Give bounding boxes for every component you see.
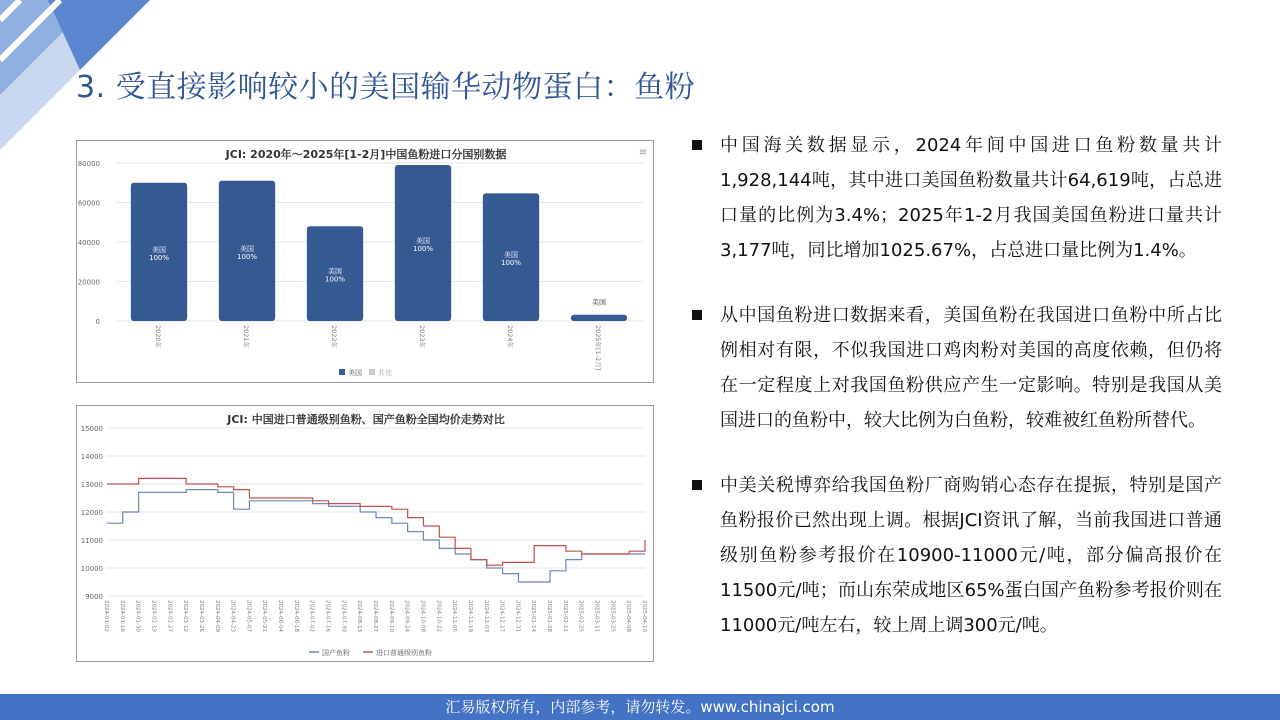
x-tick-label: 2024-08-13 (356, 600, 363, 632)
x-tick-label: 2024-01-02 (103, 600, 109, 632)
x-tick-label: 2024-04-09 (213, 600, 220, 632)
price-trend-chart (76, 405, 654, 662)
bar-chart-svg (77, 141, 655, 384)
line-chart-svg (77, 406, 655, 663)
x-tick-label: 2024-02-27 (166, 600, 173, 632)
data-label: 美国 (328, 267, 342, 276)
legend-label: 进口普通级别鱼粉 (376, 649, 432, 657)
data-label: 美国 (416, 236, 430, 245)
x-tick-label: 2024-07-16 (324, 600, 331, 632)
x-tick-label: 2024-08-27 (372, 600, 378, 632)
x-tick-label: 2024-05-21 (261, 600, 268, 632)
bullet-item (690, 128, 1222, 268)
square-bullet-icon (692, 480, 702, 490)
x-tick-label: 2024-02-13 (150, 600, 157, 632)
data-label: 美国 (504, 251, 518, 260)
x-tick-label: 2024年 (506, 325, 514, 349)
data-label: 美国 (592, 298, 606, 307)
x-tick-label: 2024-10-08 (419, 600, 426, 632)
data-label: 美国 (240, 244, 254, 253)
bullet-item (690, 468, 1222, 643)
x-tick-label: 2024-07-02 (308, 600, 315, 632)
square-bullet-icon (692, 310, 702, 320)
x-tick-label: 2025-04-10 (641, 600, 647, 632)
x-tick-label: 2025年[1-2月] (594, 325, 602, 371)
y-tick-label: 80000 (77, 160, 100, 168)
data-label-percent: 100% (148, 253, 170, 262)
data-label-percent: 100% (324, 275, 346, 284)
data-label-percent: 100% (412, 244, 434, 253)
y-tick-label: 20000 (77, 278, 100, 287)
data-label-percent: 100% (236, 252, 258, 261)
x-tick-label: 2024-07-30 (340, 600, 347, 632)
y-tick-label: 13000 (80, 481, 103, 489)
bullet-text: 中美关税博弈给我国鱼粉厂商购销心态存在提振，特别是国产鱼粉报价已然出现上调。根据JCI资讯了解，当前我国进口普通级别鱼粉参考报价在10900-11000元/吨，部分偏高报价在11500元/吨；而山东荣成地区65%蛋白国产鱼粉参考报价则在11000元/吨左右，较上周上调300元/吨。 (720, 475, 1222, 636)
x-tick-label: 2024-11-19 (466, 600, 473, 632)
legend-swatch (339, 369, 345, 375)
x-tick-label: 2025-02-11 (561, 600, 568, 632)
x-tick-label: 2024-05-07 (245, 600, 252, 632)
legend-label: 其他 (378, 369, 392, 377)
chart-title: JCI: 2020年～2025年[1-2月]中国鱼粉进口分国别数据 (225, 148, 507, 161)
x-tick-label: 2021年 (242, 325, 250, 349)
y-tick-label: 15000 (80, 425, 103, 433)
bullet-text: 中国海关数据显示，2024年间中国进口鱼粉数量共计1,928,144吨，其中进口美国鱼粉数量共计64,619吨，占总进口量的比例为3.4%；2025年1-2月我国美国鱼粉进口量共计3,177吨，同比增加1025.67%，占总进口量比例为1.4%。 (720, 135, 1222, 261)
x-tick-label: 2024-01-16 (118, 600, 125, 632)
x-tick-label: 2025-03-25 (609, 600, 616, 632)
y-tick-label: 10000 (80, 565, 103, 573)
bullet-item (690, 298, 1222, 438)
x-tick-label: 2025-03-11 (593, 600, 600, 632)
chart-menu-icon[interactable]: ≡ (638, 147, 648, 158)
x-tick-label: 2024-09-10 (387, 600, 394, 632)
x-tick-label: 2024-01-30 (134, 600, 141, 632)
x-tick-label: 2020年 (154, 325, 162, 349)
x-tick-label: 2025-04-08 (625, 600, 632, 632)
x-tick-label: 2024-12-03 (482, 600, 489, 632)
y-tick-label: 14000 (80, 453, 103, 461)
x-tick-label: 2024-12-31 (514, 600, 521, 632)
legend-label: 美国 (348, 369, 362, 377)
y-tick-label: 12000 (80, 509, 103, 517)
x-tick-label: 2024-04-23 (229, 600, 236, 632)
bar (571, 315, 627, 321)
import-by-country-chart (76, 140, 654, 383)
data-label: 美国 (152, 245, 166, 254)
bullet-list (690, 128, 1222, 643)
chart-title: JCI: 中国进口普通级别鱼粉、国产鱼粉全国均价走势对比 (227, 413, 505, 426)
footer-bar: 汇易版权所有，内部参考，请勿转发。www.chinajci.com (0, 694, 1280, 720)
x-tick-label: 2024-06-04 (277, 600, 284, 632)
x-tick-label: 2022年 (330, 325, 338, 349)
x-tick-label: 2024-06-18 (292, 600, 299, 632)
legend-label: 国产鱼粉 (322, 649, 350, 657)
y-tick-label: 60000 (77, 199, 100, 208)
y-tick-label: 9000 (85, 593, 103, 601)
x-tick-label: 2024-11-05 (451, 600, 458, 632)
x-tick-label: 2024-10-22 (435, 600, 442, 632)
legend-swatch (369, 369, 375, 375)
x-tick-label: 2023年 (418, 325, 426, 349)
series-line (107, 478, 645, 565)
square-bullet-icon (692, 140, 702, 150)
x-tick-label: 2024-09-24 (403, 600, 410, 632)
x-tick-label: 2025-01-28 (546, 600, 553, 632)
y-tick-label: 0 (95, 318, 100, 326)
data-label-percent: 100% (588, 306, 610, 315)
y-tick-label: 40000 (77, 239, 100, 247)
x-tick-label: 2024-03-26 (197, 600, 204, 632)
x-tick-label: 2024-03-12 (182, 600, 189, 632)
slide-title: 3. 受直接影响较小的美国输华动物蛋白：鱼粉 (76, 70, 696, 105)
y-tick-label: 11000 (80, 537, 103, 545)
data-label-percent: 100% (500, 259, 522, 268)
x-tick-label: 2025-01-14 (530, 600, 537, 632)
bullet-text: 从中国鱼粉进口数据来看，美国鱼粉在我国进口鱼粉中所占比例相对有限，不似我国进口鸡肉粉对美国的高度依赖，但仍将在一定程度上对我国鱼粉供应产生一定影响。特别是我国从美国进口的鱼粉中，较大比例为白鱼粉，较难被红鱼粉所替代。 (720, 305, 1222, 431)
x-tick-label: 2024-12-17 (498, 600, 505, 632)
x-tick-label: 2025-02-25 (577, 600, 584, 632)
